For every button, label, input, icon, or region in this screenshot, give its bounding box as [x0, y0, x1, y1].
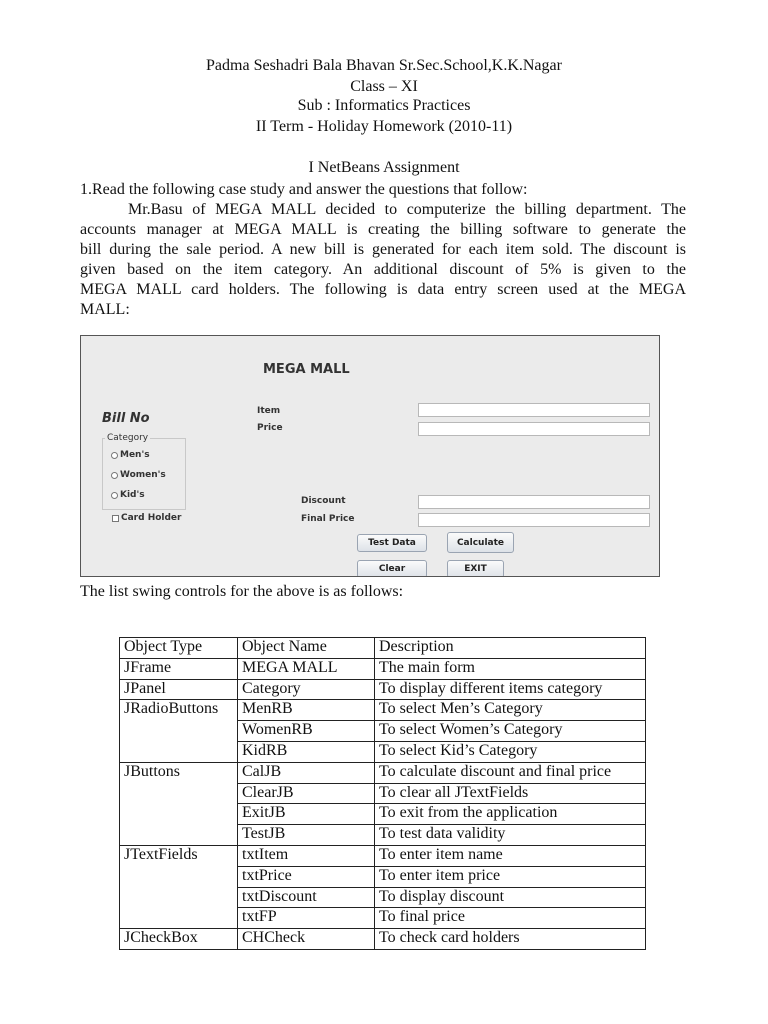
discount-input[interactable] [418, 495, 650, 509]
card-holder-checkbox[interactable] [112, 513, 181, 523]
description-cell: To select Women’s Category [375, 721, 646, 742]
price-label: Price [257, 423, 283, 433]
object-name-cell: ExitJB [238, 804, 375, 825]
header-description: Description [375, 638, 646, 659]
object-type-cell: JButtons [120, 762, 238, 845]
description-cell: To check card holders [375, 929, 646, 950]
radio-kids[interactable] [111, 490, 145, 500]
object-name-cell: ClearJB [238, 783, 375, 804]
price-input[interactable] [418, 422, 650, 436]
description-cell: To display discount [375, 887, 646, 908]
radio-women[interactable] [111, 470, 166, 480]
description-cell: To enter item name [375, 845, 646, 866]
item-label: Item [257, 406, 281, 416]
list-heading: The list swing controls for the above is as follows: [80, 583, 404, 600]
case-line-5: MEGA MALL card holders. The following is data entry screen used at the MEGA [80, 281, 686, 298]
object-type-cell: JRadioButtons [120, 700, 238, 762]
object-type-cell: JTextFields [120, 845, 238, 928]
calculate-button[interactable]: Calculate [447, 532, 514, 553]
object-name-cell: MenRB [238, 700, 375, 721]
assignment-title: I NetBeans Assignment [308, 159, 460, 176]
header-object-type: Object Type [120, 638, 238, 659]
object-name-cell: TestJB [238, 825, 375, 846]
description-cell: To clear all JTextFields [375, 783, 646, 804]
swing-controls-table [119, 637, 646, 950]
final-price-input[interactable] [418, 513, 650, 527]
radio-men-label: Men's [120, 450, 150, 460]
object-name-cell: txtItem [238, 845, 375, 866]
radio-circle-icon [111, 452, 118, 459]
table-row [120, 700, 646, 721]
object-name-cell: WomenRB [238, 721, 375, 742]
radio-circle-icon [111, 492, 118, 499]
description-cell: To select Kid’s Category [375, 741, 646, 762]
case-line-6: MALL: [80, 301, 130, 318]
clear-button[interactable]: Clear [357, 560, 427, 577]
object-name-cell: CalJB [238, 762, 375, 783]
class-line: Class – XI [350, 78, 418, 95]
term-line: II Term - Holiday Homework (2010-11) [255, 118, 513, 135]
description-cell: To enter item price [375, 866, 646, 887]
item-input[interactable] [418, 403, 650, 417]
table-row [120, 929, 646, 950]
description-cell: To final price [375, 908, 646, 929]
exit-button[interactable]: EXIT [447, 560, 504, 577]
table-row [120, 679, 646, 700]
description-cell: To calculate discount and final price [375, 762, 646, 783]
description-cell: To display different items category [375, 679, 646, 700]
subject-line: Sub : Informatics Practices [297, 97, 471, 114]
object-type-cell: JCheckBox [120, 929, 238, 950]
case-line-1: Mr.Basu of MEGA MALL decided to computerize the billing department. The [128, 201, 686, 218]
object-name-cell: CHCheck [238, 929, 375, 950]
school-name: Padma Seshadri Bala Bhavan Sr.Sec.School,K.K.Nagar [206, 57, 562, 74]
radio-women-label: Women's [120, 470, 166, 480]
table-row [120, 658, 646, 679]
table-row [120, 762, 646, 783]
table-row [120, 845, 646, 866]
question-text: 1.Read the following case study and answer the questions that follow: [80, 181, 528, 198]
test-data-button[interactable]: Test Data [357, 534, 427, 552]
radio-kids-label: Kid's [120, 490, 145, 500]
object-name-cell: txtPrice [238, 866, 375, 887]
object-name-cell: Category [238, 679, 375, 700]
mega-mall-form-screenshot [80, 335, 660, 577]
bill-no-label: Bill No [102, 411, 150, 426]
description-cell: To select Men’s Category [375, 700, 646, 721]
discount-label: Discount [301, 496, 346, 506]
object-type-cell: JPanel [120, 679, 238, 700]
description-cell: To test data validity [375, 825, 646, 846]
object-name-cell: KidRB [238, 741, 375, 762]
description-cell: To exit from the application [375, 804, 646, 825]
header-object-name: Object Name [238, 638, 375, 659]
description-cell: The main form [375, 658, 646, 679]
radio-men[interactable] [111, 450, 150, 460]
case-line-2: accounts manager at MEGA MALL is creating the billing software to generate the [80, 221, 686, 238]
form-title: MEGA MALL [263, 362, 350, 377]
radio-circle-icon [111, 472, 118, 479]
table-header-row [120, 638, 646, 659]
card-holder-label: Card Holder [121, 513, 182, 523]
object-name-cell: txtFP [238, 908, 375, 929]
case-line-4: given based on the item category. An additional discount of 5% is given to the [80, 261, 686, 278]
final-price-label: Final Price [301, 514, 355, 524]
case-line-3: bill during the sale period. A new bill is generated for each item sold. The discount is [80, 241, 686, 258]
object-name-cell: MEGA MALL [238, 658, 375, 679]
object-type-cell: JFrame [120, 658, 238, 679]
object-name-cell: txtDiscount [238, 887, 375, 908]
category-label: Category [107, 433, 149, 443]
checkbox-icon [112, 515, 119, 522]
